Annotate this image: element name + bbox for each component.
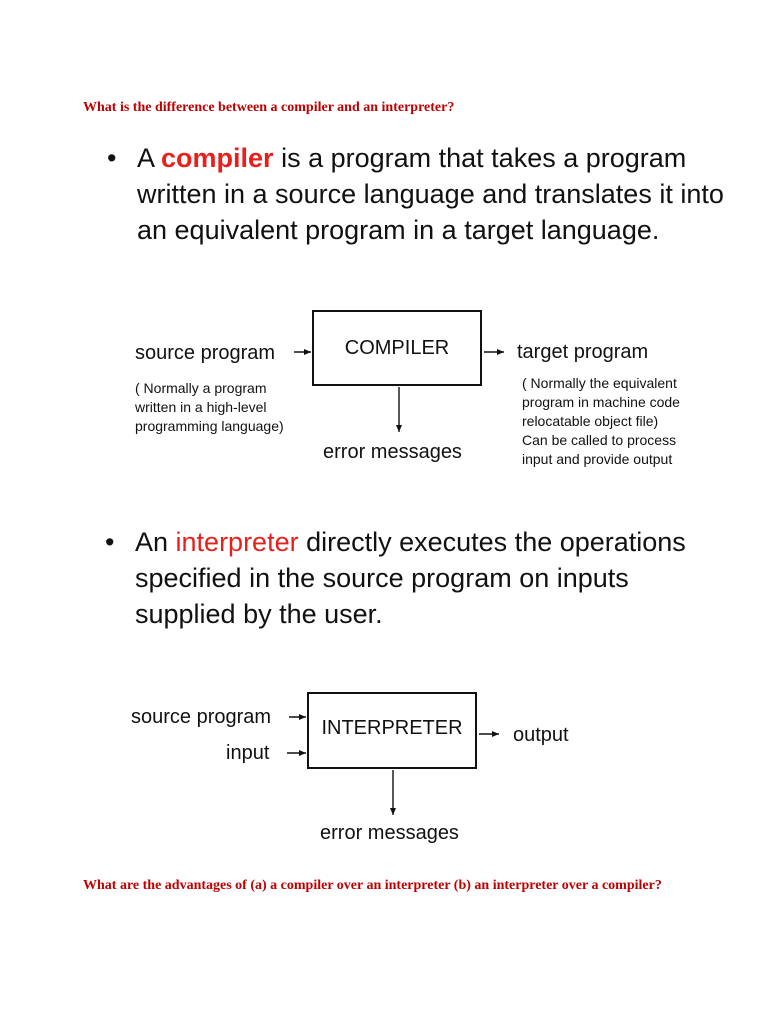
compiler-def-part2: is a program that takes a program written in a source language and translates it into an equivalent program in a target language. xyxy=(137,143,724,245)
bullet-icon: • xyxy=(105,527,115,557)
interpreter-def-part2: directly executes the operations specified in the source program on inputs supplied by the user. xyxy=(135,527,686,629)
compiler-input-label: source program xyxy=(135,342,276,364)
compiler-input-note: ( Normally a program written in a high-level programming language) xyxy=(135,380,284,434)
compiler-def-part1: A xyxy=(137,143,162,173)
interpreter-term: interpreter xyxy=(175,527,299,557)
compiler-output-label: target program xyxy=(517,341,649,363)
interpreter-box-label: INTERPRETER xyxy=(321,717,463,739)
question-1: What is the difference between a compiler and an interpreter? xyxy=(83,100,455,115)
compiler-term: compiler xyxy=(161,143,274,173)
interpreter-input-label-2: input xyxy=(226,742,270,764)
interpreter-input-label-1: source program xyxy=(131,706,272,728)
bullet-icon: • xyxy=(107,143,117,173)
interpreter-error-label: error messages xyxy=(320,822,459,844)
compiler-output-note-2: Can be called to process input and provide output xyxy=(522,432,677,467)
interpreter-output-label: output xyxy=(513,724,569,746)
question-2: What are the advantages of (a) a compiler over an interpreter (b) an interpreter over a compiler? xyxy=(83,878,662,893)
interpreter-def-part1: An xyxy=(135,527,176,557)
compiler-output-note-1: ( Normally the equivalent program in machine code relocatable object file) xyxy=(522,375,680,429)
compiler-box-label: COMPILER xyxy=(344,337,450,359)
compiler-error-label: error messages xyxy=(323,441,462,463)
